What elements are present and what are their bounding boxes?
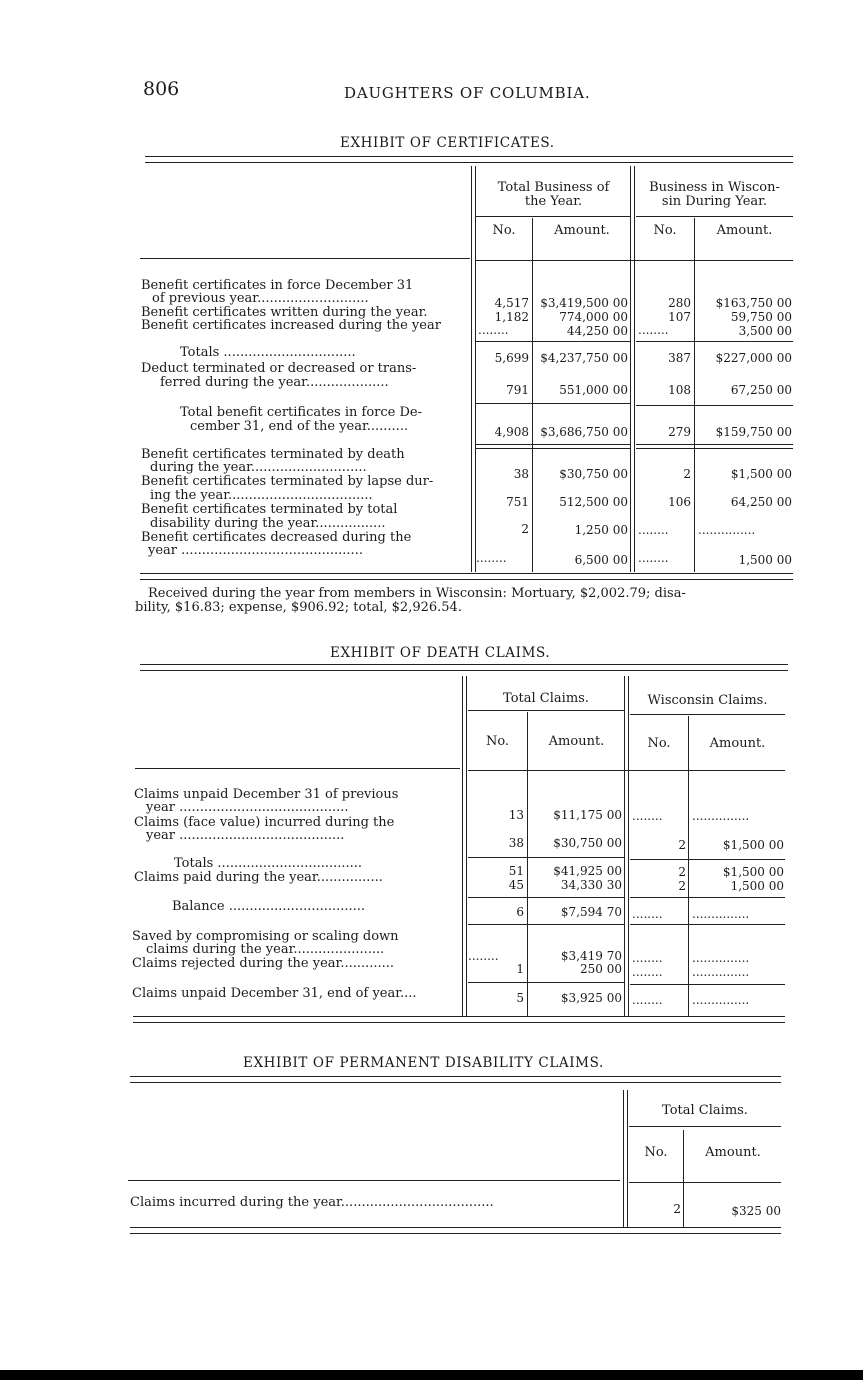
cert-row-amount: 1,250 00 — [574, 523, 628, 537]
cert-row-no: 1,182 — [494, 310, 529, 324]
disability-col-no: No. — [644, 1145, 668, 1160]
cert-group-total-line2: the Year. — [524, 194, 583, 209]
death-row-amount: $3,419 70 — [560, 949, 622, 963]
death-row-label: Claims rejected during the year............. — [132, 956, 395, 971]
death-row-wamount: $1,500 00 — [722, 865, 784, 879]
cert-row-label: Benefit certificates decreased during the — [141, 530, 412, 545]
cert-row-wno: 279 — [668, 425, 691, 439]
death-row-label: Claims (face value) incurred during the — [134, 815, 395, 830]
cert-row-amount: 6,500 00 — [574, 553, 628, 567]
death-row-wno: ........ — [632, 809, 663, 823]
death-row-label-cont: claims during the year...................... — [146, 942, 385, 957]
cert-row-wno: 387 — [668, 351, 691, 365]
death-row-wamount: ............... — [692, 951, 750, 965]
disability-row-amount: $325 00 — [731, 1204, 781, 1218]
death-col-no: No. — [485, 734, 510, 749]
death-group-wis: Wisconsin Claims. — [647, 693, 768, 708]
cert-group-wis-line2: sin During Year. — [661, 194, 768, 209]
cert-col-wno: No. — [653, 223, 677, 238]
death-row-wno: ........ — [632, 993, 663, 1007]
cert-row-no: 4,908 — [494, 425, 529, 439]
cert-row-no: 5,699 — [494, 351, 529, 365]
cert-row-label-cont: disability during the year................. — [150, 516, 386, 531]
cert-row-amount: $3,419,500 00 — [540, 296, 628, 310]
death-row-wno: ........ — [632, 907, 663, 921]
cert-row-label: Total benefit certificates in force De- — [180, 405, 422, 420]
death-row-label: Claims unpaid December 31, end of year.... — [132, 986, 417, 1001]
cert-row-label: Benefit certificates increased during the year — [141, 318, 441, 333]
cert-row-wamount: ............... — [698, 523, 756, 537]
cert-row-wno: 106 — [668, 495, 691, 509]
cert-row-no: 751 — [506, 495, 529, 509]
death-row-no: 13 — [508, 808, 524, 822]
cert-row-wno: 107 — [668, 310, 691, 324]
cert-row-label: Benefit certificates written during the year. — [141, 305, 428, 320]
death-row-wno: 2 — [678, 838, 686, 852]
page-number: 806 — [143, 78, 180, 100]
death-row-wno: 2 — [678, 865, 686, 879]
death-group-total: Total Claims. — [503, 691, 589, 706]
cert-row-label-cont: during the year............................ — [150, 460, 367, 475]
death-row-amount: $11,175 00 — [553, 808, 622, 822]
cert-row-label-cont: ferred during the year.................... — [160, 375, 389, 390]
disability-row-label: Claims incurred during the year..................................... — [130, 1195, 494, 1210]
cert-row-wno: ........ — [638, 523, 669, 537]
certificates-note-line2: bility, $16.83; expense, $906.92; total, $2,926.54. — [135, 600, 462, 615]
death-row-no: 51 — [508, 864, 524, 878]
cert-row-wamount: 64,250 00 — [730, 495, 792, 509]
cert-row-no: ........ — [478, 323, 509, 337]
cert-row-amount: 512,500 00 — [559, 495, 628, 509]
death-row-label: Claims paid during the year................ — [134, 870, 383, 885]
cert-group-wis-line1: Business in Wiscon- — [649, 180, 780, 195]
death-row-no: 5 — [516, 991, 524, 1005]
cert-row-wamount: 1,500 00 — [738, 553, 792, 567]
death-row-wamount: 1,500 00 — [730, 879, 784, 893]
cert-row-amount: $4,237,750 00 — [540, 351, 628, 365]
death-row-amount: $3,925 00 — [560, 991, 622, 1005]
death-row-wno: ........ — [632, 965, 663, 979]
death-col-wno: No. — [647, 736, 671, 751]
death-row-amount: $41,925 00 — [553, 864, 622, 878]
death-row-label: Totals ................................... — [174, 856, 363, 871]
cert-row-label-cont: cember 31, end of the year.......... — [190, 419, 409, 434]
death-row-no: 45 — [508, 878, 524, 892]
cert-row-amount: 44,250 00 — [566, 324, 628, 338]
death-row-label-cont: year ........................................ — [146, 828, 345, 843]
death-row-amount: 34,330 30 — [560, 878, 622, 892]
cert-row-no: ........ — [476, 551, 507, 565]
death-row-amount: $7,594 70 — [560, 905, 622, 919]
cert-row-label: Benefit certificates terminated by lapse dur- — [141, 474, 434, 489]
death-row-label: Claims unpaid December 31 of previous — [134, 787, 399, 802]
certificates-note-line1: Received during the year from members in Wisconsin: Mortuary, $2,002.79; disa- — [148, 586, 686, 601]
death-row-wamount: ............... — [692, 965, 750, 979]
scan-edge — [0, 1370, 863, 1380]
running-head: DAUGHTERS OF COLUMBIA. — [344, 84, 591, 102]
cert-row-amount: $3,686,750 00 — [540, 425, 628, 439]
cert-row-label-cont: ing the year................................... — [150, 488, 373, 503]
cert-row-wno: ........ — [638, 323, 669, 337]
cert-col-no: No. — [492, 223, 516, 238]
death-col-amount: Amount. — [548, 734, 605, 749]
cert-row-label: Benefit certificates terminated by total — [141, 502, 398, 517]
death-claims-title: EXHIBIT OF DEATH CLAIMS. — [330, 645, 551, 661]
cert-row-amount: 551,000 00 — [559, 383, 628, 397]
cert-row-wamount: $1,500 00 — [730, 467, 792, 481]
cert-row-wamount: $163,750 00 — [715, 296, 792, 310]
death-row-label: Saved by compromising or scaling down — [132, 929, 399, 944]
death-row-label: Balance ................................. — [172, 899, 366, 914]
cert-row-wno: 280 — [668, 296, 691, 310]
death-row-wamount: ............... — [692, 907, 750, 921]
cert-row-amount: $30,750 00 — [559, 467, 628, 481]
cert-row-label: Totals ................................ — [180, 345, 356, 360]
cert-row-wamount: 59,750 00 — [730, 310, 792, 324]
cert-row-wamount: $227,000 00 — [715, 351, 792, 365]
death-col-wamount: Amount. — [709, 736, 766, 751]
cert-row-label: Benefit certificates terminated by death — [141, 447, 405, 462]
cert-row-wno: 108 — [668, 383, 691, 397]
cert-col-amount: Amount. — [554, 223, 610, 238]
death-row-no: ........ — [468, 949, 499, 963]
disability-group-total: Total Claims. — [662, 1103, 748, 1118]
cert-row-no: 2 — [521, 522, 529, 536]
cert-row-amount: 774,000 00 — [559, 310, 628, 324]
disability-row-no: 2 — [673, 1202, 681, 1216]
death-row-no: 6 — [516, 905, 524, 919]
death-row-no: 1 — [516, 962, 524, 976]
cert-row-wno: 2 — [683, 467, 691, 481]
cert-row-no: 38 — [513, 467, 529, 481]
cert-row-wamount: 67,250 00 — [730, 383, 792, 397]
cert-row-no: 791 — [506, 383, 529, 397]
cert-row-wno: ........ — [638, 551, 669, 565]
cert-row-wamount: $159,750 00 — [715, 425, 792, 439]
cert-group-total-line1: Total Business of — [497, 180, 610, 195]
cert-row-label: Deduct terminated or decreased or trans- — [141, 361, 417, 376]
death-row-wamount: $1,500 00 — [722, 838, 784, 852]
cert-col-wamount: Amount. — [716, 223, 773, 238]
death-row-amount: 250 00 — [580, 962, 622, 976]
cert-row-wamount: 3,500 00 — [738, 324, 792, 338]
disability-col-amount: Amount. — [705, 1145, 761, 1160]
death-row-amount: $30,750 00 — [553, 836, 622, 850]
disability-claims-title: EXHIBIT OF PERMANENT DISABILITY CLAIMS. — [243, 1055, 604, 1071]
death-row-wamount: ............... — [692, 993, 750, 1007]
death-row-label-cont: year ......................................... — [146, 800, 349, 815]
cert-row-label: Benefit certificates in force December 31 — [141, 278, 414, 293]
certificates-title: EXHIBIT OF CERTIFICATES. — [340, 135, 555, 151]
death-row-wno: 2 — [678, 879, 686, 893]
death-row-wamount: ............... — [692, 809, 750, 823]
death-row-no: 38 — [508, 836, 524, 850]
cert-row-no: 4,517 — [494, 296, 529, 310]
cert-row-label-cont: of previous year........................... — [152, 291, 369, 306]
cert-row-label-cont: year ............................................ — [148, 543, 363, 558]
death-row-wno: ........ — [632, 951, 663, 965]
